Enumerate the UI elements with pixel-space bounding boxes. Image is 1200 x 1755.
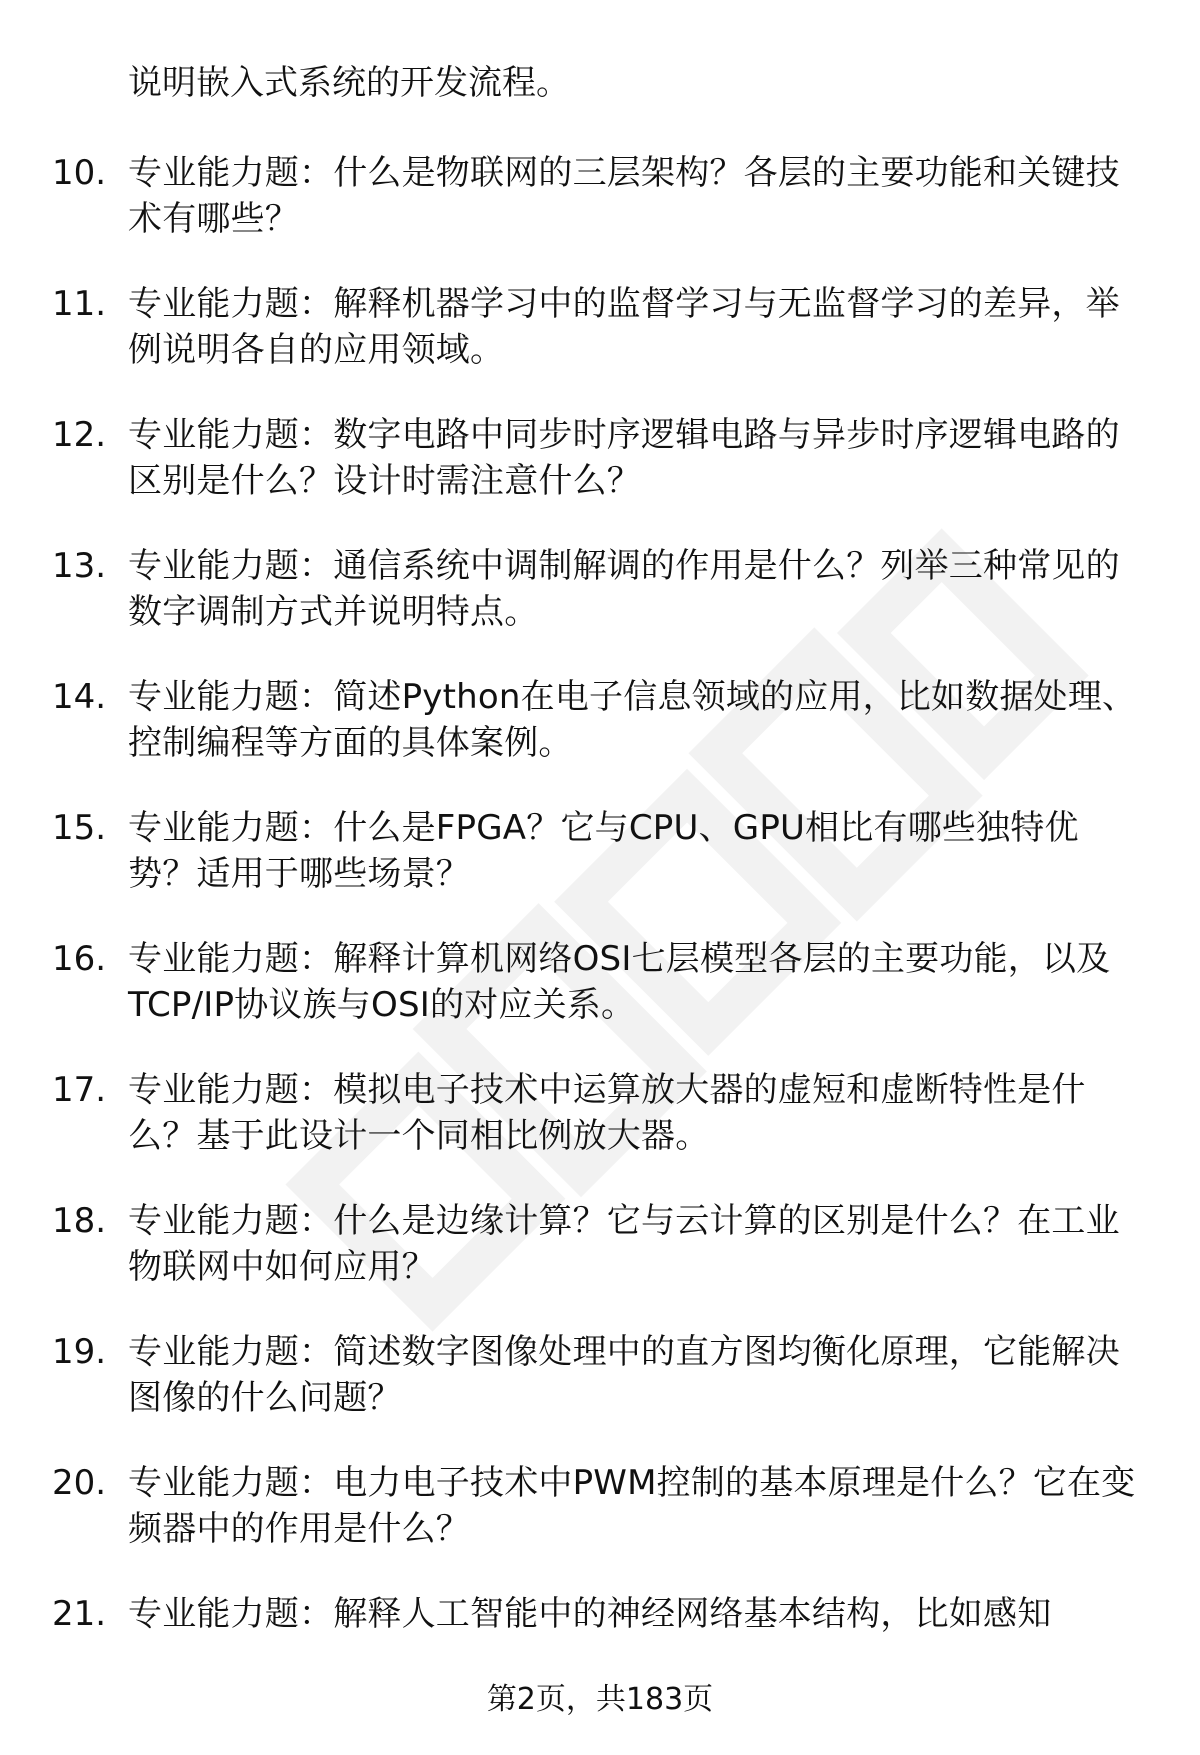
question-item	[0, 1067, 1200, 1198]
question-item	[0, 1329, 1200, 1460]
question-list	[0, 150, 1200, 1722]
question-item	[0, 150, 1200, 281]
question-text: 专业能力题：模拟电子技术中运算放大器的虚短和虚断特性是什么？基于此设计一个同相比例放大器。	[128, 1070, 1086, 1156]
question-text: 专业能力题：解释计算机网络OSI七层模型各层的主要功能，以及TCP/IP协议族与OSI的对应关系。	[128, 939, 1111, 1025]
question-item	[0, 1198, 1200, 1329]
question-number: 13.	[52, 546, 107, 586]
question-text: 专业能力题：数字电路中同步时序逻辑电路与异步时序逻辑电路的区别是什么？设计时需注意什么？	[128, 415, 1120, 501]
question-text: 专业能力题：简述数字图像处理中的直方图均衡化原理，它能解决图像的什么问题？	[128, 1332, 1120, 1418]
previous-question-continuation: 说明嵌入式系统的开发流程。	[128, 63, 570, 103]
question-number: 19.	[52, 1332, 107, 1372]
question-text: 专业能力题：通信系统中调制解调的作用是什么？列举三种常见的数字调制方式并说明特点。	[128, 546, 1120, 632]
question-text: 专业能力题：解释机器学习中的监督学习与无监督学习的差异，举例说明各自的应用领域。	[128, 284, 1120, 370]
question-item	[0, 281, 1200, 412]
page-number-footer: 第2页，共183页	[486, 1682, 714, 1717]
question-item	[0, 674, 1200, 805]
question-number: 12.	[52, 415, 107, 455]
question-number: 16.	[52, 939, 107, 979]
question-item	[0, 805, 1200, 936]
question-number: 20.	[52, 1463, 107, 1503]
question-number: 15.	[52, 808, 107, 848]
question-number: 11.	[52, 284, 107, 324]
question-text: 专业能力题：电力电子技术中PWM控制的基本原理是什么？它在变频器中的作用是什么？	[128, 1463, 1136, 1549]
question-text: 专业能力题：解释人工智能中的神经网络基本结构，比如感知	[128, 1594, 1052, 1634]
question-item	[0, 543, 1200, 674]
question-text: 专业能力题：什么是边缘计算？它与云计算的区别是什么？在工业物联网中如何应用？	[128, 1201, 1120, 1287]
question-number: 17.	[52, 1070, 107, 1110]
question-number: 18.	[52, 1201, 107, 1241]
question-text: 专业能力题：什么是FPGA？它与CPU、GPU相比有哪些独特优势？适用于哪些场景？	[128, 808, 1079, 894]
question-number: 10.	[52, 153, 107, 193]
question-item	[0, 412, 1200, 543]
question-item	[0, 936, 1200, 1067]
question-number: 14.	[52, 677, 107, 717]
question-text: 专业能力题：简述Python在电子信息领域的应用，比如数据处理、控制编程等方面的具体案例。	[128, 677, 1137, 763]
question-number: 21.	[52, 1594, 107, 1634]
question-text: 专业能力题：什么是物联网的三层架构？各层的主要功能和关键技术有哪些？	[128, 153, 1120, 239]
question-item	[0, 1460, 1200, 1591]
